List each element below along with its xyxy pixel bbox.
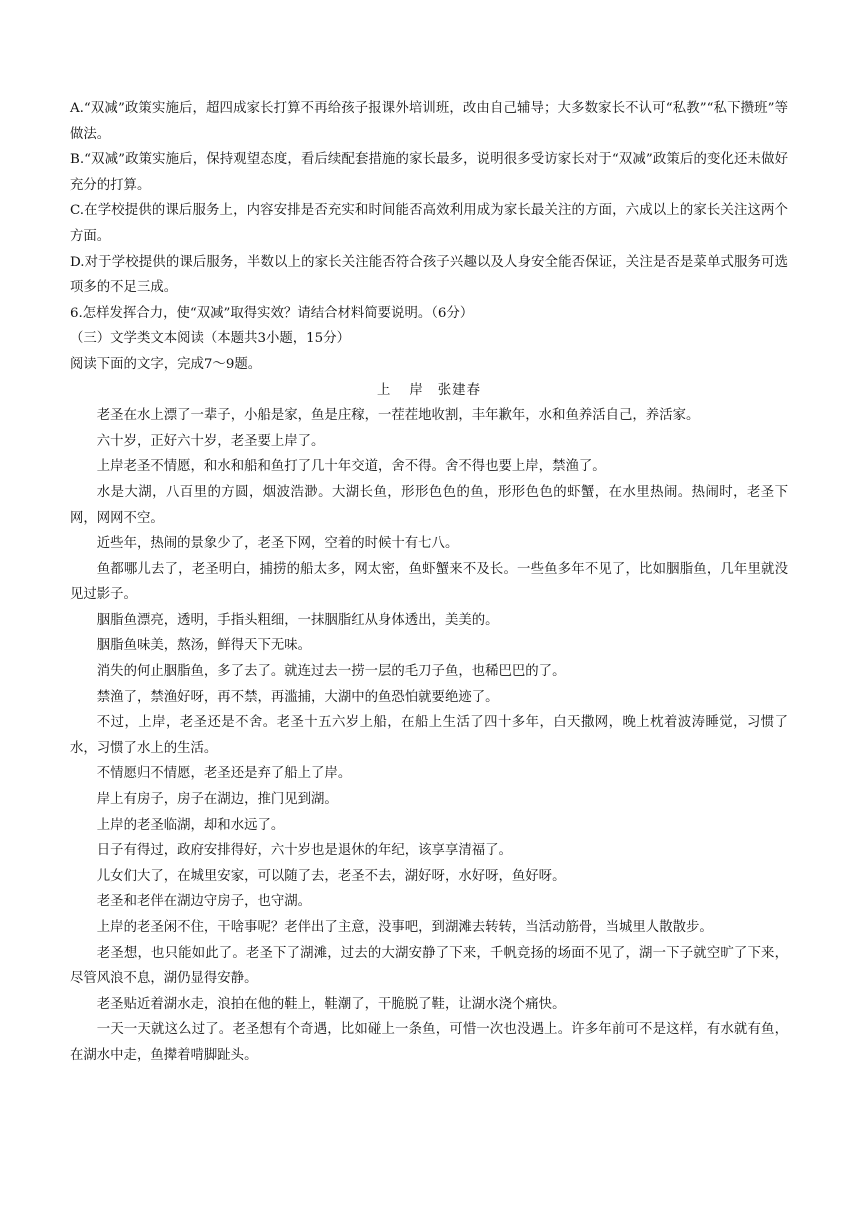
question-6: 6.怎样发挥合力，使“双减”取得实效？请结合材料简要说明。（6分）: [70, 305, 474, 321]
story-author: 张建春: [437, 382, 481, 398]
story-paragraph: 老圣和老伴在湖边守房子，也守湖。: [96, 894, 312, 910]
option-b: B.“双减”政策实施后，保持观望态度，看后续配套措施的家长最多，说明很多受访家长对于“双减”政策后的变化还未做好充分的打算。: [70, 152, 788, 193]
story-title-char-1: 上: [377, 382, 392, 398]
story-paragraph: 近些年，热闹的景象少了，老圣下网，空着的时候十有七八。: [96, 536, 459, 552]
option-a: A.“双减”政策实施后，超四成家长打算不再给孩子报课外培训班，改由自己辅导；大多数家长不认可“私教”“私下攒班”等做法。: [70, 101, 788, 142]
option-c: C.在学校提供的课后服务上，内容安排是否充实和时间能否高效利用成为家长最关注的方面，六成以上的家长关注这两个方面。: [70, 203, 788, 244]
story-paragraph: 岸上有房子，房子在湖边，推门见到湖。: [96, 792, 338, 808]
reading-instruction: 阅读下面的文字，完成7～9题。: [70, 356, 262, 372]
story-paragraph: 一天一天就这么过了。老圣想有个奇遇，比如碰上一条鱼，可惜一次也没遇上。许多年前可不是这样，有水就有鱼，在湖水中走，鱼撵着啃脚趾头。: [70, 1022, 788, 1063]
story-paragraph: 不情愿归不情愿，老圣还是弃了船上了岸。: [96, 766, 352, 782]
story-paragraph: 老圣贴近着湖水走，浪拍在他的鞋上，鞋潮了，干脆脱了鞋，让湖水浇个痛快。: [96, 996, 566, 1012]
story-paragraph: 胭脂鱼味美，熬汤，鲜得天下无味。: [96, 638, 312, 654]
story-title-char-2: 岸: [409, 382, 424, 398]
story-paragraph: 上岸老圣不情愿，和水和船和鱼打了几十年交道，舍不得。舍不得也要上岸，禁渔了。: [96, 459, 606, 475]
story-paragraph: 上岸的老圣临湖，却和水远了。: [96, 817, 285, 833]
story-paragraph: 禁渔了，禁渔好呀，再不禁，再滥捕，大湖中的鱼恐怕就要绝迹了。: [96, 689, 499, 705]
option-d: D.对于学校提供的课后服务，半数以上的家长关注能否符合孩子兴趣以及人身安全能否保证，关注是否是菜单式服务可选项多的不足三成。: [70, 254, 788, 296]
story-paragraph: 儿女们大了，在城里安家，可以随了去，老圣不去，湖好呀，水好呀，鱼好呀。: [96, 868, 566, 884]
story-paragraph: 水是大湖，八百里的方圆，烟波浩渺。大湖长鱼，形形色色的鱼，形形色色的虾蟹，在水里热闹。热闹时，老圣下网，网网不空。: [70, 484, 788, 526]
story-title: [70, 378, 788, 404]
story-paragraph: 上岸的老圣闲不住，干啥事呢？老伴出了主意，没事吧，到湖滩去转转，当活动筋骨，当城里人散散步。: [96, 920, 713, 935]
story-paragraph: 鱼都哪儿去了，老圣明白，捕捞的船太多，网太密，鱼虾蟹来不及长。一些鱼多年不见了，比如胭脂鱼，几年里就没见过影子。: [70, 561, 788, 603]
story-paragraph: 胭脂鱼漂亮，透明，手指头粗细，一抹胭脂红从身体透出，美美的。: [96, 612, 499, 628]
story-paragraph: 不过，上岸，老圣还是不舍。老圣十五六岁上船，在船上生活了四十多年，白天撒网，晚上枕着波涛睡觉，习惯了水，习惯了水上的生活。: [70, 715, 788, 756]
story-paragraph: 日子有得过，政府安排得好，六十岁也是退休的年纪，该享享清福了。: [96, 843, 512, 859]
story-paragraph: 老圣在水上漂了一辈子，小船是家，鱼是庄稼，一茬茬地收割，丰年歉年，水和鱼养活自己，养活家。: [96, 408, 700, 424]
section-heading: （三）文学类文本阅读（本题共3小题，15分）: [70, 331, 350, 347]
story-body: [70, 403, 788, 1068]
story-paragraph: 六十岁，正好六十岁，老圣要上岸了。: [96, 433, 325, 449]
story-paragraph: 老圣想，也只能如此了。老圣下了湖滩，过去的大湖安静了下来，千帆竞扬的场面不见了，湖一下子就空旷了下来，尽管风浪不息，湖仍显得安静。: [70, 945, 788, 987]
story-paragraph: 消失的何止胭脂鱼，多了去了。就连过去一捞一层的毛刀子鱼，也稀巴巴的了。: [96, 664, 566, 680]
